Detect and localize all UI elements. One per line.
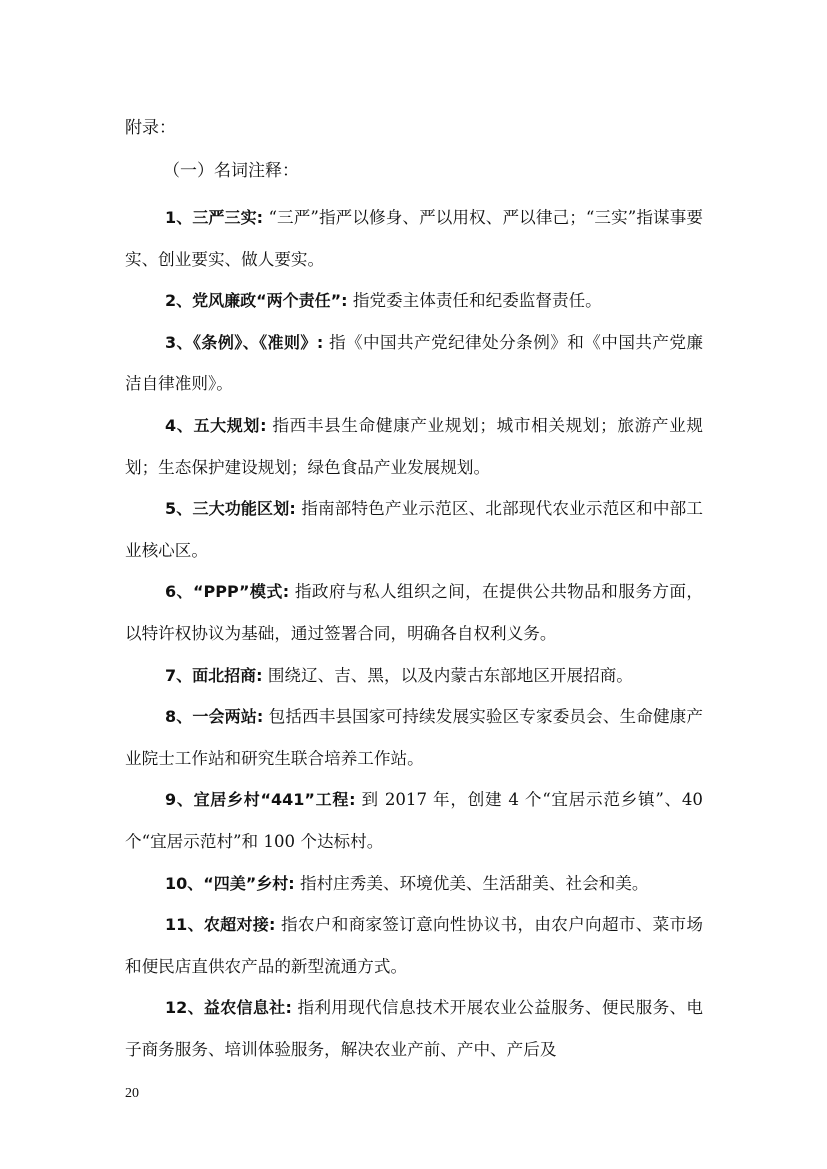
term-title: 8、一会两站: [165, 707, 264, 727]
term-definition: 指村庄秀美、环境优美、生活甜美、社会和美。 [294, 873, 649, 893]
term-title: 2、党风廉政“两个责任”: [165, 291, 348, 311]
term-definition: 到 2017 年，创建 4 个“宜居示范乡镇”、40 个“宜居示范村”和 100 个达标村。 [125, 790, 703, 851]
glossary-entry [125, 779, 703, 862]
term-title: 7、面北招商: [165, 665, 263, 685]
glossary-subheading: （一）名词注释： [163, 161, 299, 181]
term-title: 10、“四美”乡村: [165, 873, 295, 893]
term-definition: 指西丰县生命健康产业规划；城市相关规划；旅游产业规划；生态保护建设规划；绿色食品产业发展规划。 [125, 415, 703, 477]
glossary-entry [125, 405, 703, 488]
glossary-entry [125, 987, 703, 1070]
glossary-entry [125, 904, 703, 987]
glossary-list [125, 197, 703, 1070]
term-title: 5、三大功能区划: [165, 499, 296, 519]
term-definition: 包括西丰县国家可持续发展实验区专家委员会、生命健康产业院士工作站和研究生联合培养工作站。 [125, 707, 703, 768]
term-definition: 指《中国共产党纪律处分条例》和《中国共产党廉洁自律准则》。 [125, 332, 703, 394]
glossary-entry [125, 655, 703, 697]
appendix-heading: 附录： [125, 118, 176, 138]
term-title: 11、农超对接: [165, 915, 276, 935]
term-title: 1、三严三实: [165, 208, 264, 227]
term-title: 6、“PPP”模式: [165, 582, 290, 602]
term-title: 12、益农信息社: [165, 998, 292, 1018]
term-definition: 指政府与私人组织之间，在提供公共物品和服务方面，以特许权协议为基础，通过签署合同，明确各自权利义务。 [125, 582, 703, 643]
term-definition: 指南部特色产业示范区、北部现代农业示范区和中部工业核心区。 [125, 499, 703, 560]
glossary-entry [125, 571, 703, 654]
term-title: 4、五大规划: [165, 415, 267, 435]
term-definition: 围绕辽、吉、黑，以及内蒙古东部地区开展招商。 [262, 665, 633, 685]
term-definition: “三严”指严以修身、严以用权、严以律己；“三实”指谋事要实、创业要实、做人要实。 [125, 208, 703, 269]
page-number: 20 [125, 1086, 139, 1101]
term-title: 9、宜居乡村“441”工程: [165, 790, 356, 810]
glossary-entry [125, 488, 703, 571]
glossary-entry [125, 197, 703, 280]
glossary-entry [125, 322, 703, 405]
term-definition: 指党委主体责任和纪委监督责任。 [347, 291, 602, 311]
glossary-entry [125, 696, 703, 779]
glossary-entry [125, 863, 703, 905]
glossary-entry [125, 280, 703, 322]
term-definition: 指农户和商家签订意向性协议书，由农户向超市、菜市场和便民店直供农产品的新型流通方式。 [125, 915, 703, 976]
term-definition: 指利用现代信息技术开展农业公益服务、便民服务、电子商务服务、培训体验服务，解决农业产前、产中、产后及 [125, 998, 703, 1059]
term-title: 3、《条例》、《准则》: [165, 332, 324, 352]
